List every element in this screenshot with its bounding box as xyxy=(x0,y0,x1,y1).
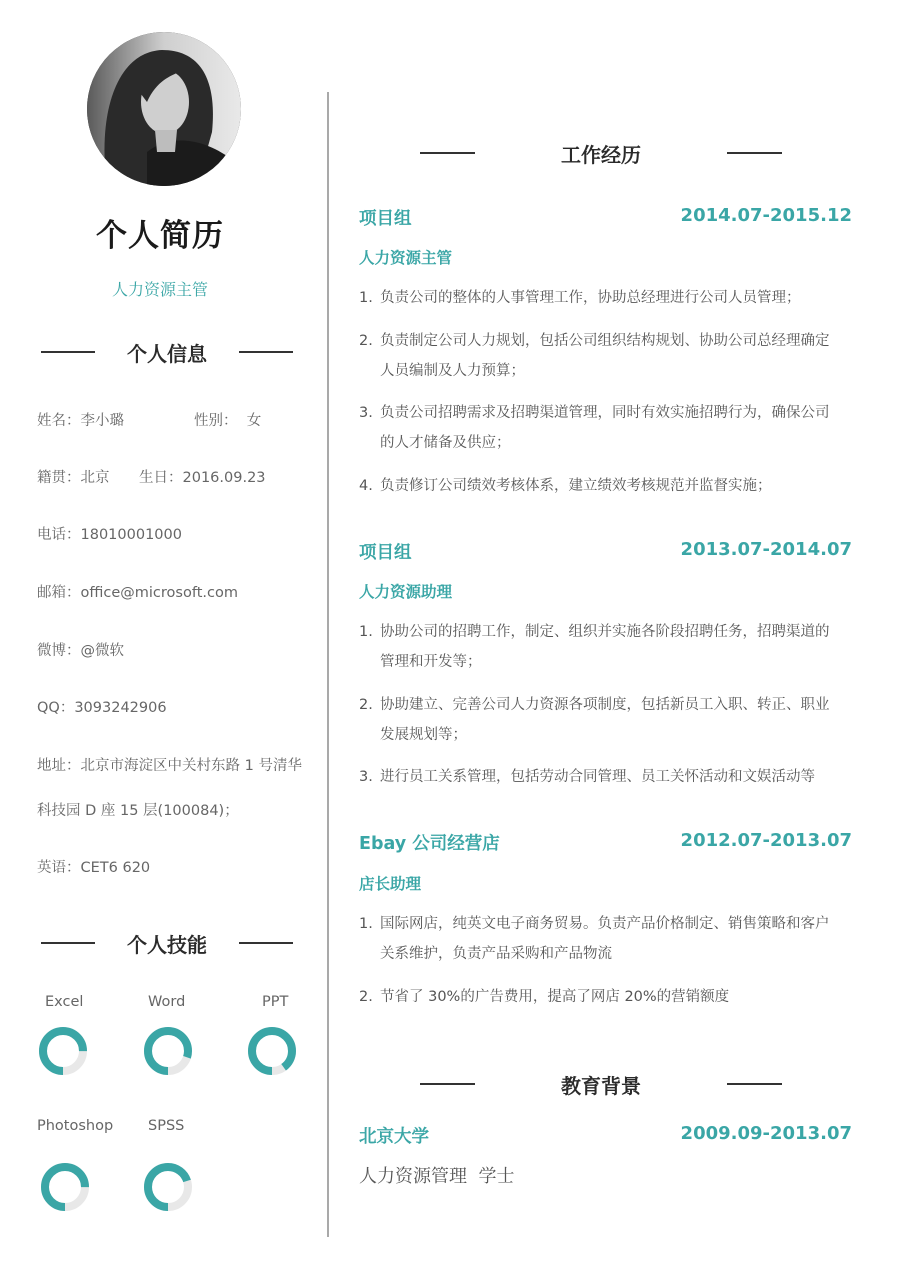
divider-line xyxy=(41,351,95,353)
duty-text: 管理和开发等； xyxy=(380,654,482,670)
job-role: 人力资源助理 xyxy=(359,583,453,601)
duty-text: 负责制定公司人力规划，包括公司组织结构规划、协助公司总经理确定 xyxy=(380,333,830,349)
info-label: 姓名： xyxy=(37,413,81,429)
info-value: 女 xyxy=(246,413,262,429)
duty-text: 发展规划等； xyxy=(380,727,467,743)
info-value: 北京市海淀区中关村东路 1 号清华 xyxy=(80,758,302,774)
job-role: 人力资源主管 xyxy=(359,249,453,267)
info-weibo xyxy=(37,639,124,660)
avatar xyxy=(87,32,241,186)
duty-item xyxy=(359,283,849,313)
info-value: 北京 xyxy=(80,470,110,486)
duty-text: 关系维护，负责产品采购和产品物流 xyxy=(380,946,612,962)
job-org: 项目组 xyxy=(359,543,412,563)
info-label: 生日： xyxy=(139,470,183,486)
duty-number: 2. xyxy=(359,333,373,349)
education-degree: 人力资源管理 学士 xyxy=(359,1166,515,1187)
skill-ring-fill xyxy=(252,1031,292,1071)
info-qq xyxy=(37,696,167,717)
duty-text: 进行员工关系管理，包括劳动合同管理、员工关怀活动和文娱活动等 xyxy=(380,769,815,785)
work-header xyxy=(420,138,782,168)
info-value: @微软 xyxy=(80,643,124,659)
duty-text: 国际网店，纯英文电子商务贸易。负责产品价格制定、销售策略和客户 xyxy=(380,916,830,932)
divider-line xyxy=(239,351,293,353)
info-name xyxy=(37,409,124,430)
skill-label-ppt: PPT xyxy=(262,994,289,1010)
duty-text: 负责公司招聘需求及招聘渠道管理，同时有效实施招聘行为，确保公司 xyxy=(380,405,830,421)
duty-text: 协助建立、完善公司人力资源各项制度，包括新员工入职、转正、职业 xyxy=(380,697,830,713)
skill-ring-ppt xyxy=(246,1025,298,1077)
info-hometown xyxy=(37,466,110,487)
skill-ring-photoshop xyxy=(39,1161,91,1213)
duty-item xyxy=(359,762,849,792)
divider-line xyxy=(727,1083,782,1085)
duty-item xyxy=(359,471,849,501)
duty-text: 的人才储备及供应； xyxy=(380,435,511,451)
duty-item xyxy=(359,909,849,969)
info-label: 电话： xyxy=(37,527,81,543)
skill-label-spss: SPSS xyxy=(148,1118,185,1134)
job-date: 2013.07-2014.07 xyxy=(680,539,852,560)
info-phone xyxy=(37,523,182,544)
skill-ring-spss xyxy=(142,1161,194,1213)
skill-label-photoshop: Photoshop xyxy=(37,1118,114,1134)
info-value: 18010001000 xyxy=(80,527,182,543)
info-label: 英语： xyxy=(37,860,81,876)
job-date: 2012.07-2013.07 xyxy=(680,830,852,851)
education-header xyxy=(420,1069,782,1099)
duty-text: 负责修订公司绩效考核体系，建立绩效考核规范并监督实施； xyxy=(380,478,772,494)
info-label: 籍贯： xyxy=(37,470,81,486)
info-value: 3093242906 xyxy=(74,700,167,716)
info-label: 微博： xyxy=(37,643,81,659)
duty-item xyxy=(359,617,849,677)
skill-label-excel: Excel xyxy=(45,994,84,1010)
skill-ring-word xyxy=(142,1025,194,1077)
divider-line xyxy=(41,942,95,944)
section-title: 工作经历 xyxy=(561,142,641,167)
section-title: 个人信息 xyxy=(127,341,207,366)
duty-number: 2. xyxy=(359,989,373,1005)
duty-item xyxy=(359,398,849,458)
info-address xyxy=(37,754,302,775)
job-org: Ebay 公司经营店 xyxy=(359,834,500,854)
skill-label-word: Word xyxy=(148,994,186,1010)
duty-item xyxy=(359,690,849,750)
job-role: 店长助理 xyxy=(359,875,422,893)
job-date: 2014.07-2015.12 xyxy=(680,205,852,226)
portrait-photo xyxy=(87,32,241,186)
skill-ring-excel xyxy=(37,1025,89,1077)
education-school: 北京大学 xyxy=(359,1127,429,1147)
info-label: 邮箱： xyxy=(37,585,81,601)
duty-item xyxy=(359,982,849,1012)
divider-line xyxy=(727,152,782,154)
duty-text: 负责公司的整体的人事管理工作，协助总经理进行公司人员管理； xyxy=(380,290,801,306)
duty-item xyxy=(359,326,849,386)
divider-line xyxy=(420,152,475,154)
info-value: 李小璐 xyxy=(80,413,124,429)
info-birthday xyxy=(139,466,266,487)
section-title: 个人技能 xyxy=(127,932,207,957)
divider-line xyxy=(239,942,293,944)
resume-title: 个人简历 xyxy=(96,218,224,254)
duty-text: 节省了 30%的广告费用，提高了网店 20%的营销额度 xyxy=(380,989,730,1005)
duty-number: 1. xyxy=(359,916,373,932)
info-english xyxy=(37,856,150,877)
duty-text: 协助公司的招聘工作，制定、组织并实施各阶段招聘任务，招聘渠道的 xyxy=(380,624,830,640)
duty-number: 3. xyxy=(359,769,373,785)
info-label: QQ： xyxy=(37,700,75,716)
duty-number: 4. xyxy=(359,478,373,494)
resume-subtitle: 人力资源主管 xyxy=(111,280,208,299)
info-value: office@microsoft.com xyxy=(80,585,238,601)
duty-number: 2. xyxy=(359,697,373,713)
info-label: 地址： xyxy=(37,758,81,774)
info-value: 2016.09.23 xyxy=(182,470,266,486)
column-divider xyxy=(327,92,329,1237)
info-email xyxy=(37,581,238,602)
section-title: 教育背景 xyxy=(561,1073,641,1098)
duty-number: 1. xyxy=(359,290,373,306)
divider-line xyxy=(420,1083,475,1085)
info-value: CET6 620 xyxy=(80,860,151,876)
job-org: 项目组 xyxy=(359,209,412,229)
info-label: 性别： xyxy=(194,413,238,429)
info-gender xyxy=(194,409,261,430)
personal-info-header xyxy=(37,337,297,367)
duty-number: 3. xyxy=(359,405,373,421)
duty-text: 人员编制及人力预算； xyxy=(380,363,525,379)
education-date: 2009.09-2013.07 xyxy=(680,1123,852,1144)
info-address-line2: 科技园 D 座 15 层(100084)； xyxy=(37,803,239,819)
duty-number: 1. xyxy=(359,624,373,640)
skills-header xyxy=(37,928,297,958)
